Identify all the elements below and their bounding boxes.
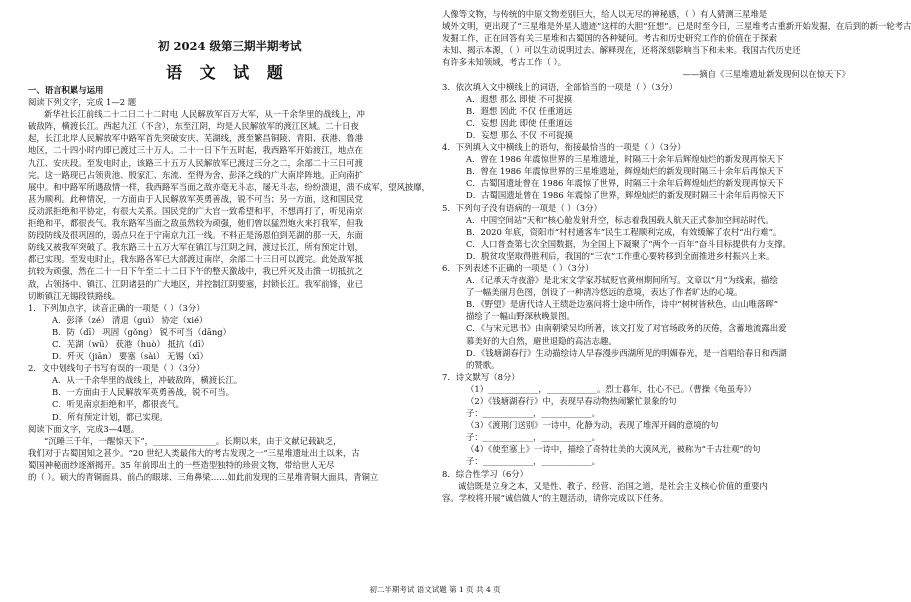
right-line: （4）《使至塞上》一诗中，描绘了奇特壮美的大漠风光，被称为“千古壮观”的句: [466, 444, 761, 455]
left-line: 2．文中划线句子书写有误的一项是（ ）（3分）: [28, 363, 205, 374]
left-line: 破敌阵，横渡长江。西起九江（不含），东至江阴，均是人民解放军的渡江区域。二十日夜: [28, 121, 359, 132]
right-line: 子：____________，____________。: [466, 432, 600, 443]
right-line: D．《钱塘湖春行》生动描绘诗人早春漫步西湖所见的明媚春光，是一首唱给春日和西湖: [466, 347, 787, 358]
right-line: B．曾在 1986 年震惊世界的三星堆遗址，辉煌灿烂的新发现时隔三十余年后再惊天下: [466, 166, 784, 177]
left-line: 新华社长江前线二十二日二十二时电 人民解放军百万大军，从一千余华里的战线上，冲: [44, 109, 365, 120]
right-line: 慕美好的大自然，避世退隐的高洁志趣。: [466, 335, 617, 346]
left-line: 起，长江北岸人民解放军中路军首先突破安庆、芜湖线，渡至繁昌铜陵、青阳、获港、鲁港: [28, 133, 363, 144]
left-line: 防段防线及很巩固的，弱点只在于宁南京九江一线。不料正是汤恩伯到芜湖的那一天，东面: [28, 230, 363, 241]
right-line: A．《记承天寺夜游》是北宋文学家苏轼贬官黄州期间所写。文章以“月”为线索，描绘: [466, 275, 778, 286]
left-line: A．彭泽（zé） 清退（guì） 协定（xié）: [52, 314, 208, 325]
left-line: D．歼灭（jiān） 要塞（sài） 无锡（xī）: [52, 351, 208, 362]
left-line: 敌，占领扬中、镇江、江阴诸县的广大地区，并控制江阴要塞，封锁长江。我军前锋，业已: [28, 278, 363, 289]
right-line: C．人口普查第七次全国数据，为全国上下凝聚了“两个一百年”奋斗目标提供有力支撑。: [466, 238, 791, 249]
right-line: A．曾在 1986 年震惊世界的三星堆遗址，时隔三十余年后辉煌灿烂的新发现再惊天下: [466, 154, 784, 165]
left-column: [28, 84, 428, 483]
left-line: B．防（dī） 巩固（gǒng） 锐不可当（dāng）: [52, 326, 232, 337]
left-line: 切断镇江无锡段铁路线。: [28, 290, 121, 301]
left-line: 抗较为顽强，然在二十一日下午至二十二日下午的整天激战中，我已歼灭及击溃一切抵抗之: [28, 266, 363, 277]
right-line: 有许多未知领域，考古工作（ ）。: [442, 57, 567, 68]
right-line: B．2020 年底，资阳市“村村通客车”民生工程顺利完成，有效缓解了农村“出行难”。: [466, 226, 782, 237]
left-line: 蜀国神秘面纱逐渐揭开。35 年前即出土的一些造型独特的珍贵文物，带给世人无尽: [28, 459, 335, 470]
right-column: [442, 8, 911, 504]
right-line: 子：____________，____________。: [466, 408, 600, 419]
left-line: 阅读下面文字，完成3—4题。: [28, 423, 140, 434]
right-line: D．古蜀国遗址曾在 1986 年震惊了世界，辉煌灿烂的新发现时隔三十余年后再惊天下: [466, 190, 785, 201]
left-line: 1．下列加点字，读音正确的一项是（ ）（3分）: [28, 302, 205, 313]
left-line: 展中。和中路军所遇敌情一样，我西路军当面之敌亦毫无斗志，屡无斗志，纷纷溃退，溃不成军，望风披靡，: [28, 181, 430, 192]
right-line: C．古蜀国遗址曾在 1986 年震惊了世界，时隔三十余年后辉煌灿烂的新发现再惊天下: [466, 178, 784, 189]
right-line: 人像等文物，与传统的中原文物差别巨大，给人以无尽的神秘感，（ ）有人猜测三星堆是: [442, 9, 768, 19]
left-line: 拒绝和平，都很丧气。我东路军当面之敌虽然较为顽强，他们曾以猛烈炮火来打我军，但我: [28, 218, 363, 229]
right-line: ——摘自《三星堆遗址新发现何以在惊天下》: [682, 69, 850, 80]
right-line: 6．下列表述不正确的一项是（ ）（3分）: [442, 262, 594, 273]
left-line: B．一方面由于人民解放军英勇善战，锐不可当。: [52, 387, 235, 398]
right-line: 3．依次填入文中横线上的词语，全部恰当的一项是（ ）（3分）: [442, 81, 678, 92]
right-line: B．遐想 因此 不仅 任重道远: [466, 105, 573, 116]
right-line: A．中国空间站“天和”核心舱发射升空，标志着我国载人航天正式参加空间站时代。: [466, 214, 774, 225]
right-line: C．《与宋元思书》由南朝梁吴均所著，该文打发了对官场政务的厌倦，含蓄地流露出爱: [466, 323, 787, 334]
left-line: 都已实现。至发电时止，我东路各军已大部渡过南岸，余部二十三日可以渡完。此处敌军抵: [28, 254, 363, 265]
right-line: 描绘了一幅山野深秋晚景图。: [466, 311, 575, 322]
right-line: C．妄想 因此 即使 任重道远: [466, 117, 573, 128]
left-line: 阅读下列文字，完成 1—2 题: [28, 97, 137, 108]
right-line: 的赞歌。: [466, 359, 500, 370]
left-line: 甚为顺利。此种情况，一方面由于人民解放军英勇善战，锐不可当；另一方面，这和国民党: [28, 193, 363, 204]
left-line: 我们对于古蜀国知之甚少。“20 世纪人类最伟大的考古发现之一”三星堆遗址出土以来，古: [28, 447, 360, 458]
left-line: 一、语言积累与运用: [28, 85, 104, 95]
right-line: A．遐想 那么 即使 不可捉摸: [466, 93, 573, 104]
left-line: A．从一千余华里的战线上，冲破敌阵，横渡长江。: [52, 375, 243, 386]
left-line: “沉睡三千年，一醒惊天下”，_______________。长期以来，由于文献记载缺乏，: [44, 435, 342, 446]
right-line: B．《野望》是唐代诗人王绩赴边塞问将士途中所作，诗中“树树皆秋色，山山唯落晖”: [466, 299, 779, 310]
right-line: D．脱贫攻坚取得胜利后，我国的“三农”工作重心要转移到全面推进乡村振兴上来。: [466, 250, 775, 261]
left-line: 的（ ）。硕大的青铜面具、前凸的眼球、三角鼻梁……如此前发现的三星堆青铜大面具，青铜立: [28, 472, 379, 482]
left-line: 防线又被我军突破了。我东路三十五万大军在镇江与江阴之间，渡过长江，所有预定计划，: [28, 242, 363, 253]
left-line: 完。这一路现已占领贵池、殷家汇、东流、至得为舍、彭泽之线的广大南岸阵地。正向南扩: [28, 169, 363, 180]
right-line: 域外文明，更出现了“三星堆是外星人遗迹”这样的大胆“狂想”。已是时至今日，三星堆考古重新开始发掘，在后到的新一轮考古: [442, 21, 911, 32]
right-line: 发掘工作，正在回答有关三星堆和古蜀国的各种疑问。考古和历史研究工作的价值在于探索: [442, 33, 777, 44]
left-line: C．听见南京拒绝和平，都很丧气。: [52, 399, 185, 410]
right-line: 8．综合性学习（6分）: [442, 468, 529, 479]
right-line: 未知、揭示本源，（ ）可以生动说明过去、解释现在，还将深刻影响当下和未来。我国古代历史还: [442, 45, 801, 56]
left-line: 反动派拒绝和平协定，有很大关系。国民党的广大官一致希望和平，不想再打了，听见南京: [28, 205, 363, 216]
subject-title: 语 文 试 题: [166, 63, 289, 82]
right-line: 诚信既是立身之本，又是性、教子、经营、治国之道，是社会主义核心价值的重要内: [458, 480, 768, 491]
right-line: 7．诗文默写（8分）: [442, 371, 520, 382]
right-line: 5．下列句子没有语病的一项是（ ）（3分）: [442, 202, 602, 213]
right-line: 4．下列填入文中横线上的语句，衔接最恰当的一项是（ ）（3分）: [442, 142, 686, 153]
right-line: （1）____________，____________。烈士暮年，壮心不已。（曹操《龟虽寿》）: [466, 383, 757, 394]
left-line: C．芜湖（wū） 获港（huò） 抵抗（dī）: [52, 338, 210, 349]
right-line: D．妄想 那么 不仅 不可捉摸: [466, 129, 573, 140]
left-line: D．所有预定计划，都已实现。: [52, 411, 168, 422]
left-line: 九江、安庆段。至发电时止，该路三十五万人民解放军已渡过三分之二，余部二十三日可渡: [28, 157, 363, 168]
exam-title: 初 2024 级第三期半期考试: [158, 39, 302, 53]
right-line: 了一幅美丽月色图，创设了一种清冷悠远的意境，表达了作者旷达的心境。: [466, 287, 743, 298]
left-line: 地区，二十四小时内即已渡过三十万人。二十一日下午五时起，我西路军开始渡江，地点在: [28, 145, 363, 156]
right-line: 子：____________，____________。: [466, 456, 600, 467]
page-footer: 初二半期考试 语文试题 第 1 页 共 4 页: [369, 585, 501, 594]
right-line: 容。学校将开展“诚信做人”的主题活动，请你完成以下任务。: [442, 492, 669, 503]
right-line: （2）《钱塘湖春行》中，表现早春动物热闹繁忙景象的句: [466, 396, 677, 406]
right-line: （3）《渡荆门送别》一诗中，化静为动，表现了堆浑开阔的意境的句: [466, 420, 719, 431]
